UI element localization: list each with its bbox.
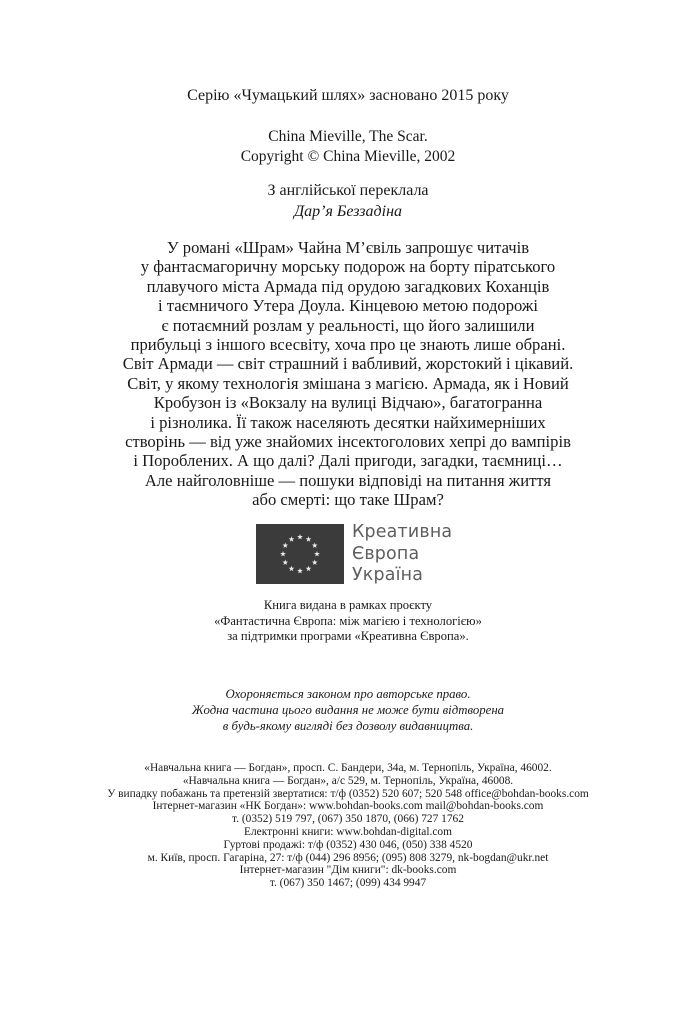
contact-line: т. (067) 350 1467; (099) 434 9947 xyxy=(269,877,427,890)
eu-star-icon xyxy=(297,568,303,573)
abstract-line: Кробузон із «Вокзалу на вулиці Відчаю», багатогранна xyxy=(153,393,543,413)
eu-star-icon xyxy=(314,551,320,556)
original-title: China Mieville, The Scar. xyxy=(268,128,428,145)
eu-flag-stars-icon xyxy=(256,524,344,584)
contact-line: Інтернет-магазин «НК Богдан»: www.bohdan-books.com mail@bohdan-books.com xyxy=(152,800,544,813)
contact-line: «Навчальна книга — Богдан», просп. С. Бандери, 34а, м. Тернопіль, Україна, 46002. xyxy=(144,762,552,774)
eu-star-icon xyxy=(289,536,295,541)
eu-star-icon xyxy=(312,560,318,565)
translation-label: З англійської переклала xyxy=(267,182,429,199)
abstract-line: Але найголовніше — пошуки відповіді на питання життя xyxy=(144,470,552,490)
eu-star-icon xyxy=(297,534,303,539)
series-line: Серію «Чумацький шлях» засновано 2015 року xyxy=(187,87,509,104)
abstract-line: є потаємний розлам у реальності, що його залишили xyxy=(161,315,535,335)
abstract-line: у фантасмагоричну морську подорож на борту піратського xyxy=(140,257,556,277)
legal-line: Жодна частина цього видання не може бути відтворена xyxy=(191,703,505,717)
logo-line-ukraine: Україна xyxy=(352,565,424,585)
eu-star-icon xyxy=(289,566,295,571)
contact-line: Електронні книги: www.bohdan-digital.com xyxy=(244,825,452,838)
project-note xyxy=(0,598,696,645)
abstract-line: плавучого міста Армада під орудою загадкових Коханців xyxy=(146,276,550,296)
eu-star-icon xyxy=(280,551,286,556)
abstract-line: Світ, у якому технологія змішана з магією. Армада, як і Новий xyxy=(127,373,569,393)
publisher-contacts xyxy=(0,762,696,890)
legal-line: Охороняється законом про авторське право. xyxy=(225,687,471,701)
logo-line-europe: Європа xyxy=(352,543,420,564)
legal-line: в будь-якому вигляді без дозволу видавництва. xyxy=(222,719,474,733)
project-line: «Фантастична Європа: між магією і технологією» xyxy=(214,613,482,628)
abstract-line: і Пороблених. А що далі? Далі пригоди, загадки, таємниці… xyxy=(133,451,563,471)
contact-line: Гуртові продажі: т/ф (0352) 430 046, (050) 338 4520 xyxy=(223,838,473,851)
contact-line: т. (0352) 519 797, (067) 350 1870, (066) 727 1762 xyxy=(232,813,464,826)
translation-credit xyxy=(0,180,696,222)
creative-europe-logo xyxy=(256,524,486,588)
abstract-line: і різнолика. Її також населяють десятки найхимерніших xyxy=(150,412,546,432)
eu-star-icon xyxy=(306,566,312,571)
eu-star-icon xyxy=(282,543,288,548)
abstract-line: або смерті: що таке Шрам? xyxy=(252,490,444,510)
contact-line: м. Київ, просп. Гагаріна, 27: т/ф (044) 296 8956; (095) 808 3279, nk-bogdan@ukr.net xyxy=(147,851,549,864)
abstract-line: У романі «Шрам» Чайна М’євіль запрошує читачів xyxy=(166,238,530,257)
contact-line: «Навчальна книга — Богдан», а/с 529, м. Тернопіль, Україна, 46008. xyxy=(182,774,514,787)
eu-star-icon xyxy=(282,560,288,565)
translator-name: Дар’я Беззадіна xyxy=(293,203,403,220)
abstract-line: прибульці з іншого всесвіту, хоча про це знають лише обрані. xyxy=(130,335,566,355)
logo-line-creative: Креативна xyxy=(352,522,453,542)
project-line: за підтримки програми «Креативна Європа». xyxy=(227,629,469,644)
contact-line: Інтернет-магазин "Дім книги": dk-books.com xyxy=(239,864,457,877)
copyright-notice: Copyright © China Mieville, 2002 xyxy=(240,148,456,165)
logo-wordmark xyxy=(352,522,452,587)
eu-star-icon xyxy=(306,536,312,541)
copyright-legal-notice xyxy=(0,686,696,734)
copyright-block xyxy=(0,127,696,167)
abstract-line: Світ Армади — світ страшний і вабливий, жорстокий і цікавий. xyxy=(122,354,574,374)
project-line: Книга видана в рамках проєкту xyxy=(263,598,433,612)
contact-line: У випадку побажань та претензій звертатися: т/ф (0352) 520 607; 520 548 office@bohdan-books.com xyxy=(107,787,589,800)
eu-star-icon xyxy=(312,543,318,548)
abstract-line: і таємничого Утера Доула. Кінцевою метою подорожі xyxy=(158,296,538,316)
abstract-paragraph xyxy=(0,238,696,510)
abstract-line: створінь — від уже знайомих інсектоголових хепрі до вампірів xyxy=(125,432,571,452)
